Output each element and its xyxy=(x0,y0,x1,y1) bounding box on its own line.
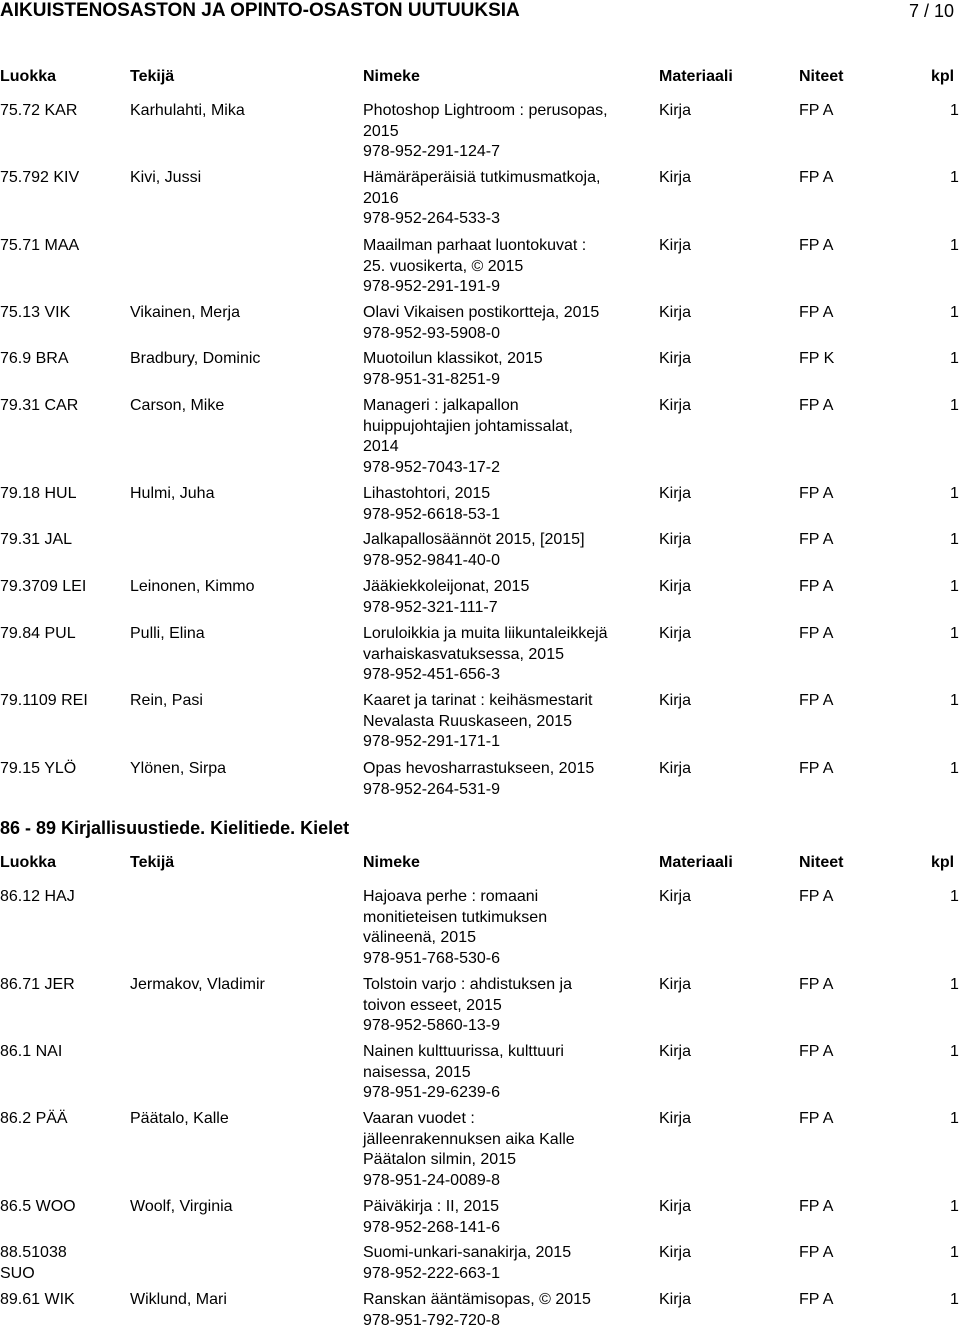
cell-niteet: FP A xyxy=(799,102,834,119)
cell-luokka: 88.51038 SUO xyxy=(0,1244,67,1282)
cell-nimeke: Muotoilun klassikot, 2015 978-951-31-8251-9 xyxy=(363,350,543,388)
col-header-materiaali: Materiaali xyxy=(659,854,733,871)
cell-niteet: FP A xyxy=(799,1244,834,1261)
cell-nimeke: Päiväkirja : II, 2015 978-952-268-141-6 xyxy=(363,1198,500,1236)
col-header-nimeke: Nimeke xyxy=(363,68,420,85)
cell-luokka: 79.31 CAR xyxy=(0,397,79,414)
cell-tekija: Vikainen, Merja xyxy=(130,304,240,321)
cell-tekija: Karhulahti, Mika xyxy=(130,102,245,119)
cell-luokka: 86.1 NAI xyxy=(0,1043,63,1060)
cell-nimeke: Olavi Vikaisen postikortteja, 2015 978-952-93-5908-0 xyxy=(363,304,600,342)
page-number: 7 / 10 xyxy=(908,1,954,21)
cell-luokka: 89.61 WIK xyxy=(0,1291,75,1308)
cell-materiaali: Kirja xyxy=(659,1198,692,1215)
cell-materiaali: Kirja xyxy=(659,485,692,502)
cell-nimeke: Kaaret ja tarinat : keihäsmestarit Nevalasta Ruuskaseen, 2015 978-952-291-171-1 xyxy=(363,692,593,751)
cell-niteet: FP A xyxy=(799,760,834,777)
col-header-nimeke: Nimeke xyxy=(363,854,420,871)
section-heading: 86 - 89 Kirjallisuustiede. Kielitiede. Kielet xyxy=(0,818,350,838)
cell-luokka: 79.84 PUL xyxy=(0,625,76,642)
cell-kpl: 1 xyxy=(950,237,959,254)
cell-luokka: 79.15 YLÖ xyxy=(0,760,77,777)
cell-kpl: 1 xyxy=(950,1110,959,1127)
cell-niteet: FP A xyxy=(799,1291,834,1308)
cell-niteet: FP A xyxy=(799,625,834,642)
cell-nimeke: Hämäräperäisiä tutkimusmatkoja, 2016 978-952-264-533-3 xyxy=(363,169,601,228)
cell-kpl: 1 xyxy=(950,1198,959,1215)
cell-materiaali: Kirja xyxy=(659,1043,692,1060)
cell-tekija: Rein, Pasi xyxy=(130,692,203,709)
cell-materiaali: Kirja xyxy=(659,1244,692,1261)
cell-materiaali: Kirja xyxy=(659,169,692,186)
cell-kpl: 1 xyxy=(950,304,959,321)
cell-luokka: 75.13 VIK xyxy=(0,304,71,321)
cell-niteet: FP A xyxy=(799,1110,834,1127)
cell-niteet: FP A xyxy=(799,304,834,321)
cell-niteet: FP A xyxy=(799,237,834,254)
cell-materiaali: Kirja xyxy=(659,1291,692,1308)
col-header-luokka: Luokka xyxy=(0,68,57,85)
cell-nimeke: Opas hevosharrastukseen, 2015 978-952-264-531-9 xyxy=(363,760,595,798)
cell-nimeke: Tolstoin varjo : ahdistuksen ja toivon esseet, 2015 978-952-5860-13-9 xyxy=(363,976,572,1035)
col-header-kpl: kpl xyxy=(931,68,955,85)
cell-nimeke: Hajoava perhe : romaani monitieteisen tutkimuksen välineenä, 2015 978-951-768-530-6 xyxy=(363,888,548,968)
cell-kpl: 1 xyxy=(950,1043,959,1060)
cell-luokka: 86.71 JER xyxy=(0,976,75,993)
col-header-kpl: kpl xyxy=(931,854,955,871)
cell-luokka: 75.71 MAA xyxy=(0,237,80,254)
cell-tekija: Päätalo, Kalle xyxy=(130,1110,229,1127)
cell-niteet: FP A xyxy=(799,976,834,993)
cell-kpl: 1 xyxy=(950,625,959,642)
cell-luokka: 79.31 JAL xyxy=(0,531,73,548)
cell-tekija: Leinonen, Kimmo xyxy=(130,578,255,595)
cell-luokka: 79.18 HUL xyxy=(0,485,77,502)
cell-nimeke: Maailman parhaat luontokuvat : 25. vuosikerta, © 2015 978-952-291-191-9 xyxy=(363,237,587,296)
cell-nimeke: Photoshop Lightroom : perusopas, 2015 978-952-291-124-7 xyxy=(363,102,608,161)
cell-nimeke: Jalkapallosäännöt 2015, [2015] 978-952-9841-40-0 xyxy=(363,531,585,569)
cell-luokka: 86.5 WOO xyxy=(0,1198,76,1215)
cell-kpl: 1 xyxy=(950,692,959,709)
cell-nimeke: Jääkiekkoleijonat, 2015 978-952-321-111-7 xyxy=(363,578,530,616)
cell-tekija: Wiklund, Mari xyxy=(130,1291,227,1308)
cell-kpl: 1 xyxy=(950,1291,959,1308)
cell-materiaali: Kirja xyxy=(659,760,692,777)
cell-materiaali: Kirja xyxy=(659,531,692,548)
cell-niteet: FP K xyxy=(799,350,835,367)
cell-luokka: 86.12 HAJ xyxy=(0,888,75,905)
cell-kpl: 1 xyxy=(950,350,959,367)
cell-materiaali: Kirja xyxy=(659,625,692,642)
cell-materiaali: Kirja xyxy=(659,350,692,367)
cell-kpl: 1 xyxy=(950,578,959,595)
col-header-niteet: Niteet xyxy=(799,68,844,85)
cell-niteet: FP A xyxy=(799,1043,834,1060)
cell-materiaali: Kirja xyxy=(659,237,692,254)
cell-kpl: 1 xyxy=(950,1244,959,1261)
cell-materiaali: Kirja xyxy=(659,976,692,993)
cell-materiaali: Kirja xyxy=(659,1110,692,1127)
cell-tekija: Jermakov, Vladimir xyxy=(130,976,265,993)
cell-kpl: 1 xyxy=(950,485,959,502)
cell-niteet: FP A xyxy=(799,397,834,414)
cell-tekija: Bradbury, Dominic xyxy=(130,350,261,367)
col-header-tekija: Tekijä xyxy=(130,68,175,85)
cell-nimeke: Vaaran vuodet : jälleenrakennuksen aika Kalle Päätalon silmin, 2015 978-951-24-0089-8 xyxy=(363,1110,575,1190)
cell-materiaali: Kirja xyxy=(659,397,692,414)
cell-luokka: 75.792 KIV xyxy=(0,169,80,186)
cell-materiaali: Kirja xyxy=(659,692,692,709)
cell-kpl: 1 xyxy=(950,888,959,905)
cell-kpl: 1 xyxy=(950,976,959,993)
cell-niteet: FP A xyxy=(799,531,834,548)
cell-nimeke: Ranskan ääntämisopas, © 2015 978-951-792-720-8 xyxy=(363,1291,591,1329)
cell-kpl: 1 xyxy=(950,169,959,186)
cell-luokka: 75.72 KAR xyxy=(0,102,78,119)
cell-tekija: Hulmi, Juha xyxy=(130,485,215,502)
cell-tekija: Pulli, Elina xyxy=(130,625,205,642)
cell-luokka: 76.9 BRA xyxy=(0,350,69,367)
cell-niteet: FP A xyxy=(799,692,834,709)
cell-niteet: FP A xyxy=(799,169,834,186)
cell-nimeke: Loruloikkia ja muita liikuntaleikkejä varhaiskasvatuksessa, 2015 978-952-451-656-3 xyxy=(363,625,608,684)
cell-nimeke: Manageri : jalkapallon huippujohtajien johtamissalat, 2014 978-952-7043-17-2 xyxy=(363,397,573,477)
cell-kpl: 1 xyxy=(950,397,959,414)
cell-luokka: 79.3709 LEI xyxy=(0,578,87,595)
cell-niteet: FP A xyxy=(799,485,834,502)
cell-nimeke: Nainen kulttuurissa, kulttuuri naisessa, 2015 978-951-29-6239-6 xyxy=(363,1043,564,1102)
cell-niteet: FP A xyxy=(799,578,834,595)
cell-kpl: 1 xyxy=(950,531,959,548)
col-header-niteet: Niteet xyxy=(799,854,844,871)
col-header-tekija: Tekijä xyxy=(130,854,175,871)
col-header-materiaali: Materiaali xyxy=(659,68,733,85)
cell-materiaali: Kirja xyxy=(659,578,692,595)
cell-niteet: FP A xyxy=(799,888,834,905)
cell-luokka: 79.1109 REI xyxy=(0,692,88,709)
cell-materiaali: Kirja xyxy=(659,304,692,321)
col-header-luokka: Luokka xyxy=(0,854,57,871)
page-title: AIKUISTENOSASTON JA OPINTO-OSASTON UUTUUKSIA xyxy=(0,0,520,21)
cell-tekija: Ylönen, Sirpa xyxy=(130,760,227,777)
cell-materiaali: Kirja xyxy=(659,888,692,905)
cell-nimeke: Suomi-unkari-sanakirja, 2015 978-952-222-663-1 xyxy=(363,1244,572,1282)
cell-tekija: Woolf, Virginia xyxy=(130,1198,233,1215)
cell-kpl: 1 xyxy=(950,760,959,777)
cell-tekija: Carson, Mike xyxy=(130,397,225,414)
cell-niteet: FP A xyxy=(799,1198,834,1215)
cell-tekija: Kivi, Jussi xyxy=(130,169,202,186)
cell-kpl: 1 xyxy=(950,102,959,119)
cell-nimeke: Lihastohtori, 2015 978-952-6618-53-1 xyxy=(363,485,500,523)
cell-luokka: 86.2 PÄÄ xyxy=(0,1110,68,1127)
cell-materiaali: Kirja xyxy=(659,102,692,119)
